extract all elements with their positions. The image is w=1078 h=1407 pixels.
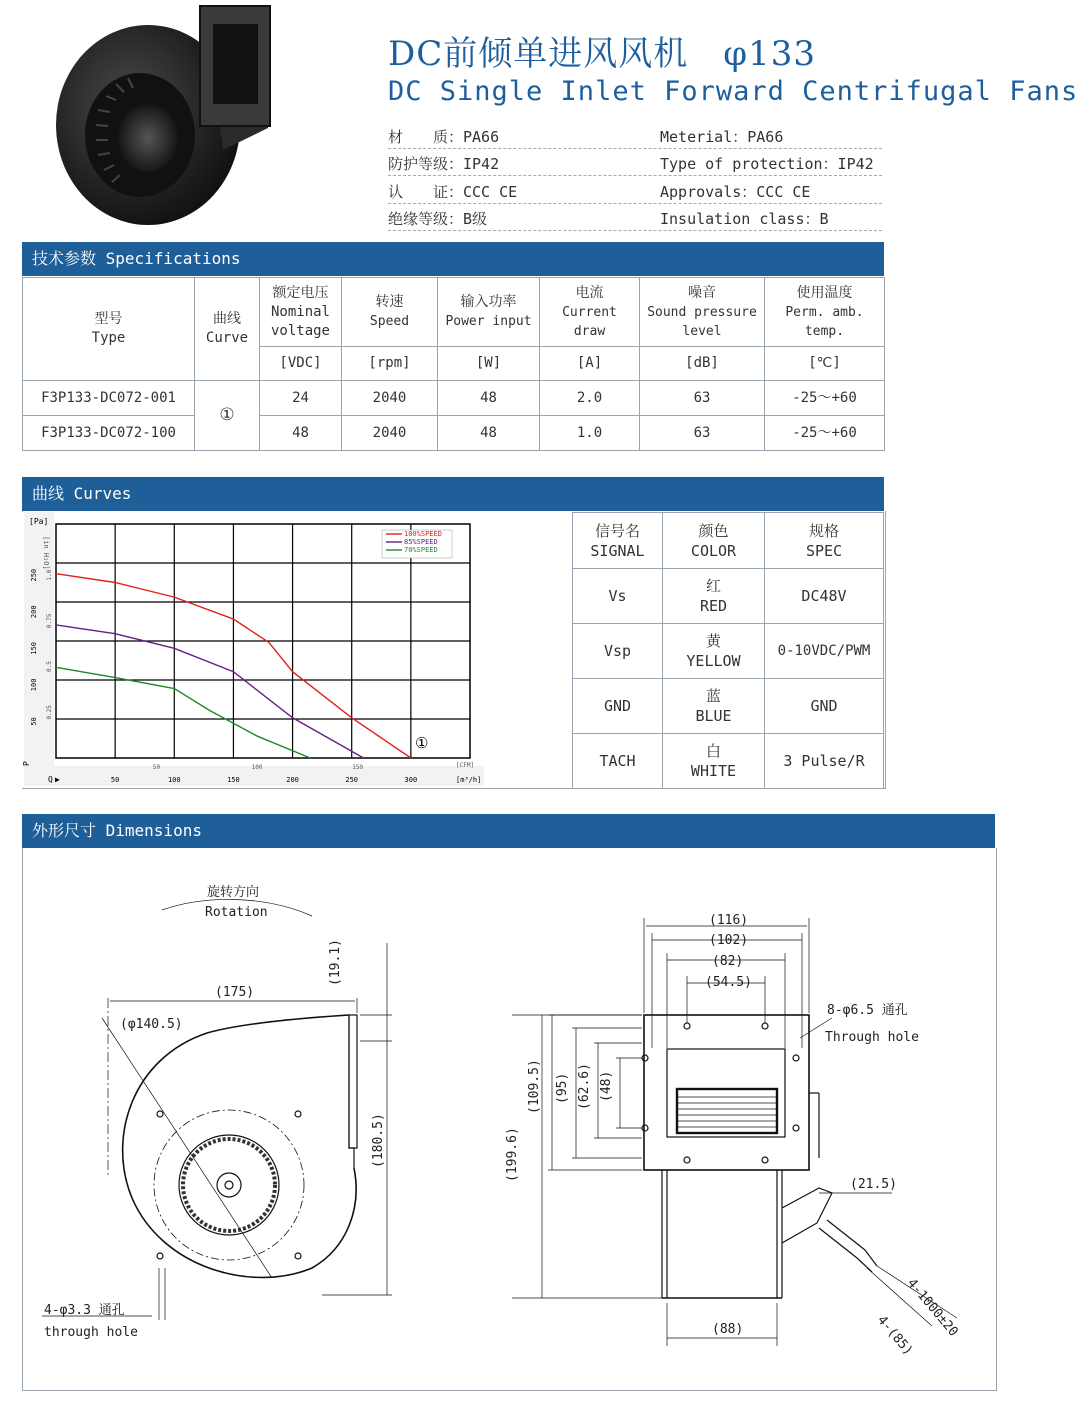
y-unit-pa: [Pa] bbox=[29, 517, 49, 526]
y-tick-label-pa: 200 bbox=[30, 605, 38, 619]
curves-section-header: 曲线 Curves bbox=[22, 477, 884, 511]
property-divider bbox=[388, 175, 882, 176]
property-divider bbox=[388, 148, 882, 149]
header-noise-en2: level bbox=[682, 323, 722, 339]
dim-109: (109.5) bbox=[527, 1059, 542, 1114]
header-temp bbox=[765, 278, 885, 347]
dim-82: (82) bbox=[712, 954, 744, 969]
cell-color-en: BLUE bbox=[695, 707, 732, 725]
dim-48: (48) bbox=[599, 1070, 614, 1102]
header-curve-cn: 曲线 bbox=[213, 311, 241, 327]
y-tick-label-inh2o: 0.5 bbox=[46, 661, 53, 673]
dim-175: (175) bbox=[215, 985, 255, 1000]
y-tick-label-inh2o: 0.75 bbox=[46, 613, 53, 629]
y-tick-label-inh2o: 1.0 bbox=[46, 569, 53, 581]
x-unit-cfm: [CFM] bbox=[456, 762, 475, 769]
property-material-en: Meterial：PA66 bbox=[660, 128, 784, 146]
x-tick-label-m3h: 50 bbox=[110, 776, 120, 784]
cell-spec: GND bbox=[765, 679, 884, 734]
header-type-cn: 型号 bbox=[94, 311, 123, 327]
rotation-label-cn: 旋转方向 bbox=[207, 885, 260, 900]
cell-noise: 63 bbox=[640, 381, 765, 416]
header-temp-en1: Perm. amb. bbox=[785, 304, 864, 320]
header-noise-en1: Sound pressure bbox=[647, 304, 757, 320]
dimensions-section-header: 外形尺寸 Dimensions bbox=[22, 814, 995, 848]
dim-19: (19.1) bbox=[328, 939, 343, 986]
cell-current: 1.0 bbox=[540, 416, 640, 451]
side-view-drawing bbox=[642, 1015, 877, 1298]
table-row bbox=[23, 416, 885, 451]
header-spec-en: SPEC bbox=[805, 541, 843, 560]
chart-legend bbox=[386, 530, 442, 554]
hole-label-cn: 4-φ3.3 通孔 bbox=[44, 1303, 125, 1318]
cell-signal: Vs bbox=[573, 569, 663, 624]
fan-product-photo bbox=[48, 0, 278, 232]
cell-color-cn: 红 bbox=[705, 577, 721, 595]
cell-signal: GND bbox=[573, 679, 663, 734]
header-signal-en: SIGNAL bbox=[590, 541, 645, 560]
cell-color-en: YELLOW bbox=[686, 652, 741, 670]
header-current-cn: 电流 bbox=[575, 284, 604, 301]
property-insulation-cn: 绝缘等级：B级 bbox=[388, 210, 488, 228]
dimension-drawing bbox=[22, 848, 995, 1390]
cell-color bbox=[663, 569, 765, 624]
cell-voltage: 48 bbox=[260, 416, 342, 451]
rotation-label-en: Rotation bbox=[205, 905, 268, 920]
cell-color-cn: 蓝 bbox=[705, 687, 721, 705]
axis-p-label: P bbox=[22, 761, 31, 766]
specifications-table bbox=[22, 277, 885, 451]
dim-199: (199.6) bbox=[505, 1127, 520, 1182]
legend-label: 70%SPEED bbox=[404, 546, 438, 554]
header-voltage-en1: Nominal bbox=[270, 303, 330, 320]
x-unit-m3h: [m³/h] bbox=[456, 776, 482, 784]
x-tick-label-m3h: 100 bbox=[167, 776, 181, 784]
cell-power: 48 bbox=[438, 416, 540, 451]
axis-q-label: Q bbox=[48, 775, 53, 784]
table-row bbox=[23, 381, 885, 416]
header-spec bbox=[765, 513, 884, 569]
table-row bbox=[573, 734, 884, 789]
side-hole-label-en: Through hole bbox=[825, 1030, 919, 1045]
property-divider bbox=[388, 203, 882, 204]
legend-label: 100%SPEED bbox=[404, 530, 442, 538]
cell-spec: 3 Pulse/R bbox=[765, 734, 884, 789]
x-tick-label-m3h: 200 bbox=[286, 776, 299, 784]
cell-type: F3P133-DC072-100 bbox=[23, 416, 195, 451]
x-tick-label-m3h: 150 bbox=[227, 776, 240, 784]
dim-102: (102) bbox=[709, 933, 749, 948]
header-noise bbox=[640, 278, 765, 347]
header-spec-cn: 规格 bbox=[808, 521, 839, 540]
table-row bbox=[573, 624, 884, 679]
header-color-cn: 颜色 bbox=[698, 521, 729, 540]
cell-color-en: WHITE bbox=[690, 762, 737, 780]
cell-color bbox=[663, 734, 765, 789]
header-current bbox=[540, 278, 640, 347]
x-tick-label-cfm: 100 bbox=[251, 764, 263, 771]
table-row bbox=[573, 569, 884, 624]
cable-strip-length: 4-(85) bbox=[873, 1312, 916, 1359]
cable-length: 4-1000±20 bbox=[903, 1275, 961, 1340]
header-current-en1: Current bbox=[562, 304, 617, 320]
property-material-cn: 材 质：PA66 bbox=[388, 128, 500, 146]
cell-signal: Vsp bbox=[573, 624, 663, 679]
dim-88: (88) bbox=[712, 1322, 744, 1337]
cell-color bbox=[663, 679, 765, 734]
header-color-en: COLOR bbox=[690, 541, 737, 560]
cell-power: 48 bbox=[438, 381, 540, 416]
cell-temp: -25～+60 bbox=[765, 416, 885, 451]
property-protection-cn: 防护等级：IP42 bbox=[388, 155, 500, 173]
dim-95: (95) bbox=[555, 1072, 570, 1104]
x-tick-label-cfm: 150 bbox=[352, 764, 364, 771]
header-power-cn: 输入功率 bbox=[460, 294, 517, 310]
unit-speed: [rpm] bbox=[342, 347, 438, 381]
unit-current: [A] bbox=[540, 347, 640, 381]
cell-noise: 63 bbox=[640, 416, 765, 451]
header-color bbox=[663, 513, 765, 569]
y-tick-label-pa: 250 bbox=[30, 568, 38, 582]
unit-power: [W] bbox=[438, 347, 540, 381]
x-tick-label-cfm: 50 bbox=[152, 764, 161, 771]
property-approvals-cn: 认 证：CCC CE bbox=[388, 183, 518, 201]
dim-180: (180.5) bbox=[371, 1113, 386, 1168]
legend-label: 85%SPEED bbox=[404, 538, 438, 546]
y-tick-label-inh2o: 0.25 bbox=[46, 705, 53, 720]
table-row bbox=[573, 679, 884, 734]
header-speed-cn: 转速 bbox=[375, 294, 404, 310]
cell-temp: -25～+60 bbox=[765, 381, 885, 416]
cell-color bbox=[663, 624, 765, 679]
unit-temp: [℃] bbox=[765, 347, 885, 381]
side-hole-label-cn: 8-φ6.5 通孔 bbox=[827, 1003, 908, 1018]
y-tick-label-pa: 50 bbox=[30, 717, 38, 726]
header-power bbox=[438, 278, 540, 347]
product-title-cn: DC前倾单进风风机 φ133 bbox=[388, 34, 816, 74]
header-type bbox=[23, 278, 195, 381]
signal-wiring-table bbox=[572, 512, 884, 789]
cell-spec: 0-10VDC/PWM bbox=[765, 624, 884, 679]
cell-speed: 2040 bbox=[342, 416, 438, 451]
dim-21: (21.5) bbox=[850, 1177, 897, 1192]
specifications-section-header: 技术参数 Specifications bbox=[22, 242, 884, 276]
header-signal-cn: 信号名 bbox=[594, 521, 640, 540]
header-voltage-cn: 额定电压 bbox=[272, 284, 329, 301]
y-tick-label-pa: 150 bbox=[30, 641, 38, 655]
header-current-en2: draw bbox=[573, 323, 606, 339]
cell-current: 2.0 bbox=[540, 381, 640, 416]
property-approvals-en: Approvals：CCC CE bbox=[660, 183, 811, 201]
header-speed-en: Speed bbox=[369, 314, 410, 329]
cell-speed: 2040 bbox=[342, 381, 438, 416]
cell-color-en: RED bbox=[699, 597, 728, 615]
cell-signal: TACH bbox=[573, 734, 663, 789]
header-signal bbox=[573, 513, 663, 569]
header-type-en: Type bbox=[91, 330, 126, 346]
cell-curve-mark: ① bbox=[195, 381, 260, 451]
cell-color-cn: 白 bbox=[705, 742, 721, 760]
dim-62: (62.6) bbox=[577, 1063, 592, 1110]
header-voltage bbox=[260, 278, 342, 347]
axis-q-arrow: ▶ bbox=[55, 775, 60, 784]
y-unit-inh2o: [in H₂O] bbox=[42, 536, 50, 570]
property-protection-en: Type of protection：IP42 bbox=[660, 155, 874, 173]
unit-voltage: [VDC] bbox=[260, 347, 342, 381]
unit-noise: [dB] bbox=[640, 347, 765, 381]
curve-number-label: ① bbox=[415, 734, 429, 752]
cell-voltage: 24 bbox=[260, 381, 342, 416]
property-divider bbox=[388, 230, 882, 231]
property-insulation-en: Insulation class：B bbox=[660, 210, 829, 228]
dim-116: (116) bbox=[709, 913, 749, 928]
dim-54: (54.5) bbox=[705, 975, 752, 990]
cell-type: F3P133-DC072-001 bbox=[23, 381, 195, 416]
y-tick-label-pa: 100 bbox=[30, 678, 38, 692]
header-speed bbox=[342, 278, 438, 347]
product-title-en: DC Single Inlet Forward Centrifugal Fans bbox=[388, 76, 1078, 107]
header-voltage-en2: voltage bbox=[270, 322, 330, 339]
header-temp-en2: temp. bbox=[804, 323, 845, 339]
cell-spec: DC48V bbox=[765, 569, 884, 624]
front-view-drawing bbox=[123, 1015, 357, 1277]
header-curve-en: Curve bbox=[205, 330, 249, 346]
header-curve bbox=[195, 278, 260, 381]
header-noise-cn: 噪音 bbox=[688, 284, 716, 301]
x-tick-label-m3h: 250 bbox=[345, 776, 359, 784]
performance-curve-chart bbox=[22, 512, 486, 788]
hole-label-en: through hole bbox=[44, 1325, 138, 1340]
x-tick-label-m3h: 300 bbox=[404, 776, 418, 784]
header-temp-cn: 使用温度 bbox=[796, 284, 853, 301]
dim-140: (φ140.5) bbox=[120, 1017, 183, 1032]
header-power-en: Power input bbox=[445, 314, 532, 329]
cell-color-cn: 黄 bbox=[705, 632, 721, 650]
